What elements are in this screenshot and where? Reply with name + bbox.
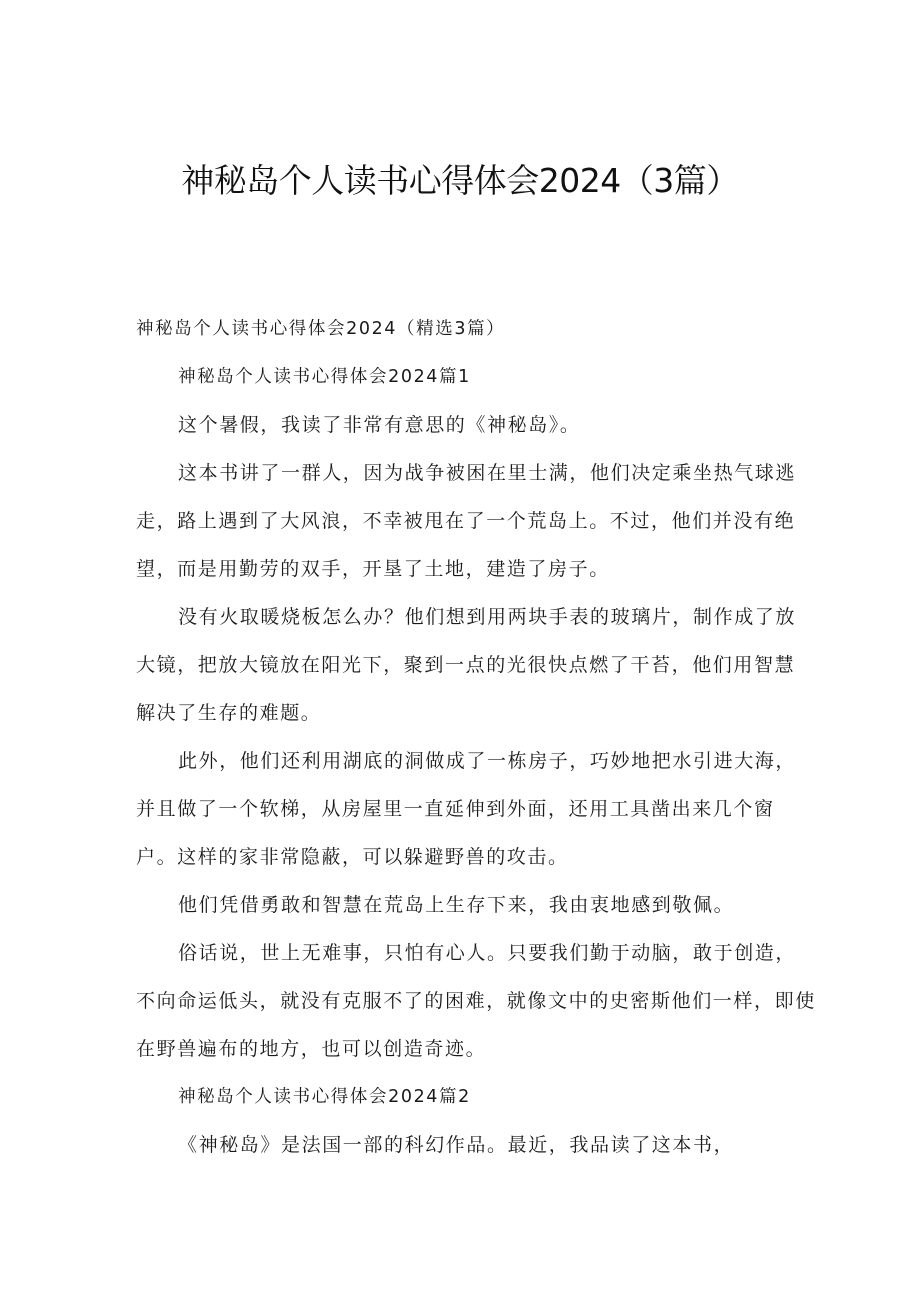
paragraph-2-line: 望，而是用勤劳的双手，开垦了土地，建造了房子。 [136, 558, 610, 580]
paragraph-5: 他们凭借勇敢和智慧在荒岛上生存下来，我由衷地感到敬佩。 [178, 894, 735, 916]
paragraph-2-line: 这本书讲了一群人，因为战争被困在里士满，他们决定乘坐热气球逃 [178, 462, 797, 484]
paragraph-7: 《神秘岛》是法国一部的科幻作品。最近，我品读了这本书， [178, 1134, 735, 1156]
section-2-heading: 神秘岛个人读书心得体会2024篇2 [178, 1087, 471, 1107]
paragraph-3-line: 没有火取暖烧板怎么办？他们想到用两块手表的玻璃片，制作成了放 [178, 606, 797, 628]
paragraph-4 [136, 737, 797, 881]
section-1-heading: 神秘岛个人读书心得体会2024篇1 [178, 367, 471, 387]
paragraph-6 [136, 929, 816, 1073]
paragraph-2 [136, 449, 797, 593]
paragraph-3 [136, 593, 797, 737]
paragraph-3-line: 大镜，把放大镜放在阳光下，聚到一点的光很快点燃了干苔，他们用智慧 [136, 654, 796, 676]
paragraph-4-line: 户。这样的家非常隐蔽，可以躲避野兽的攻击。 [136, 846, 569, 868]
paragraph-3-line: 解决了生存的难题。 [136, 702, 322, 724]
paragraph-2-line: 走，路上遇到了大风浪，不幸被甩在了一个荒岛上。不过，他们并没有绝 [136, 510, 796, 532]
paragraph-4-line: 此外，他们还利用湖底的洞做成了一栋房子，巧妙地把水引进大海， [178, 750, 797, 772]
paragraph-6-line: 不向命运低头，就没有克服不了的困难，就像文中的史密斯他们一样，即使 [136, 990, 816, 1012]
paragraph-6-line: 俗话说，世上无难事，只怕有心人。只要我们勤于动脑，敢于创造， [178, 942, 797, 964]
paragraph-4-line: 并且做了一个软梯，从房屋里一直延伸到外面，还用工具凿出来几个窗 [136, 798, 775, 820]
document-body [136, 305, 816, 1169]
paragraph-6-line: 在野兽遍布的地方，也可以创造奇迹。 [136, 1038, 487, 1060]
intro-heading: 神秘岛个人读书心得体会2024（精选3篇） [136, 319, 506, 339]
paragraph-1: 这个暑假，我读了非常有意思的《神秘岛》。 [178, 414, 581, 436]
document-title: 神秘岛个人读书心得体会2024（3篇） [181, 161, 739, 200]
